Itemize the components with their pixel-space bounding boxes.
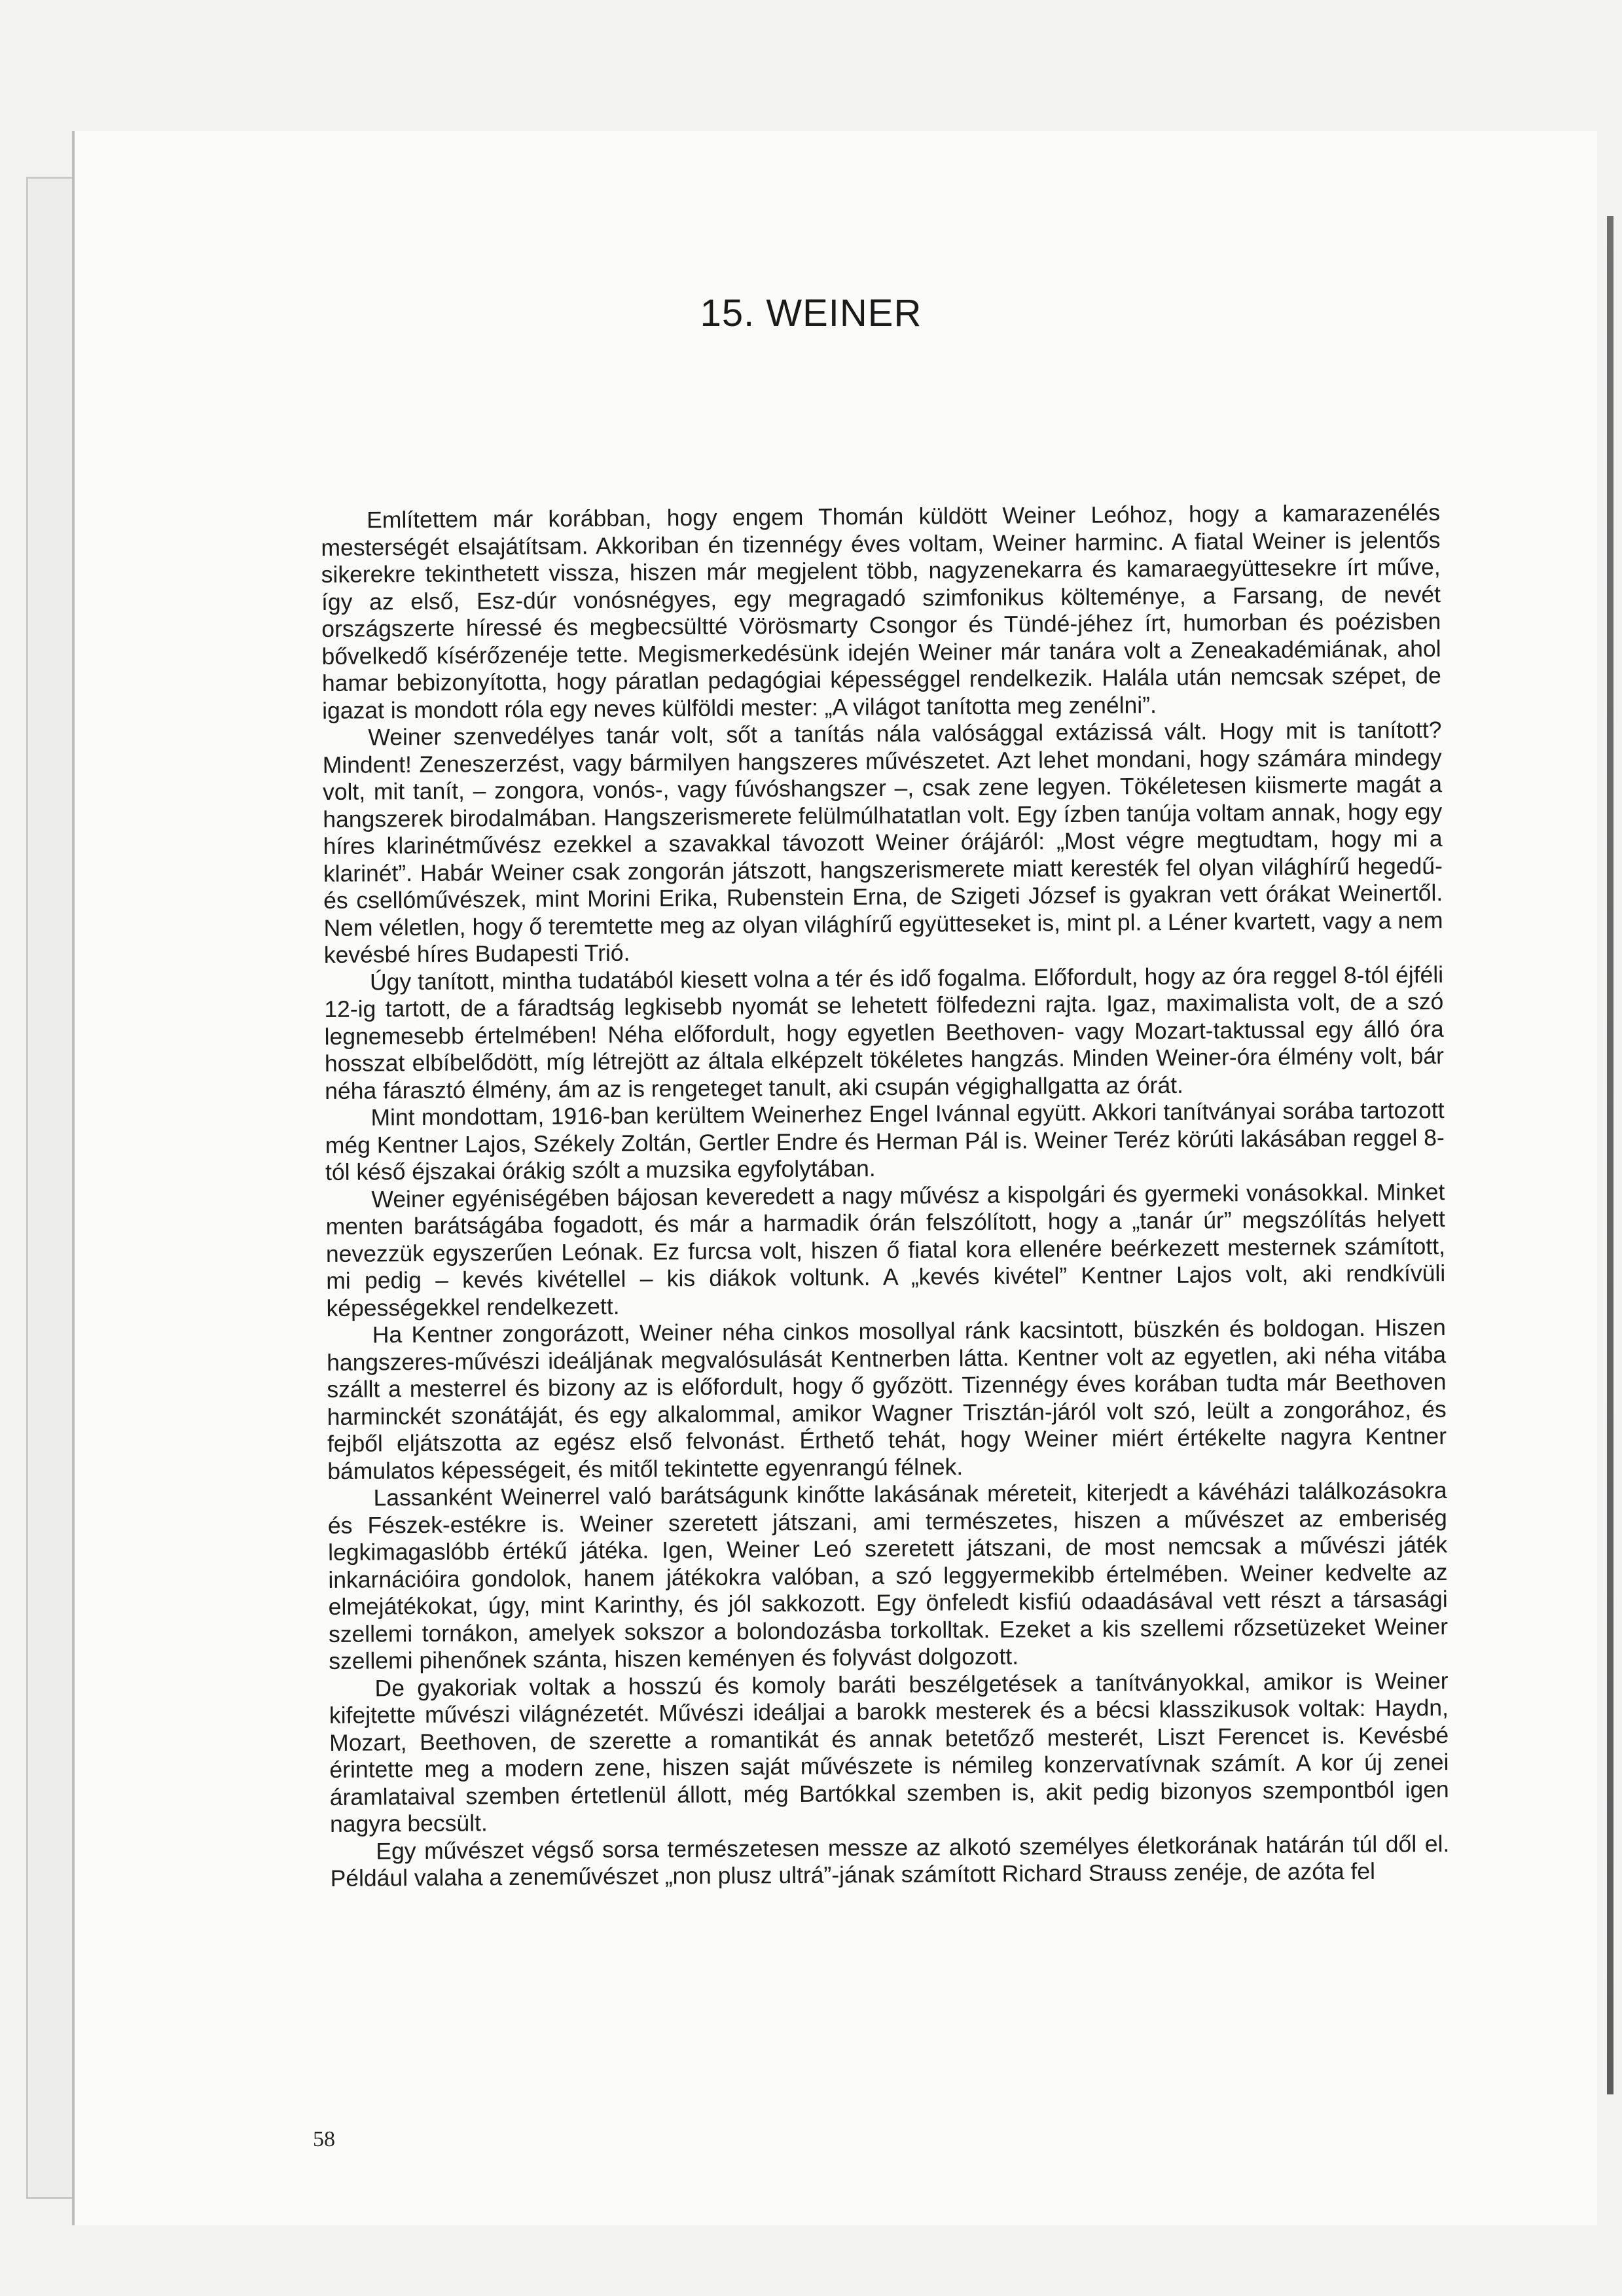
paragraph: Mint mondottam, 1916-ban kerültem Weinerhez Engel Ivánnal együtt. Akkori tanítványai sorába tartozott még Kentner Lajos, Székely Zoltán, Gertler Endre és Herman Pál is. Weiner Teréz körúti lakásában reggel 8-tól késő éjszakai órákig szólt a muzsika egyfolytában. <box>325 1097 1445 1185</box>
paragraph: Lassanként Weinerrel való barátságunk kinőtte lakásának méreteit, kiterjedt a kávéházi találkozásokra és Fészek-estékre is. Weiner szeretett játszani, ami természetes, hiszen a művészet az emberiség legkimagaslóbb értékű játéka. Igen, Weiner Leó szeretett játszani, de most nemcsak a művészi játék inkarnációira gondolok, hanem játékokra valóban, a szó leggyermekibb értelmében. Weiner kedvelte az elmejátékokat, úgy, mint Karinthy, és jól sakkozott. Egy önfeledt kisfiú odaadásával vett részt a társasági szellemi tornákon, amelyek sokszor a bolondozásba torkolltak. Ezeket a kis szellemi rőzsetüzeket Weiner szellemi pihenőnek szánta, hiszen keményen és folyvást dolgozott. <box>327 1477 1449 1674</box>
paragraph: De gyakoriak voltak a hosszú és komoly baráti beszélgetések a tanítványokkal, amikor is Weiner kifejtette művészi világnézetét. Művészi ideáljai a barokk mesterek és a bécsi klasszikusok voltak: Haydn, Mozart, Beethoven, de szerette a romantikát és annak betetőző mesterét, Liszt Ferencet is. Kevésbé érintette meg a modern zene, hiszen saját művészete is némileg konzervatívnak számít. A kor új zenei áramlataival szemben értetlenül állott, még Bartókkal szemben is, akit pedig bizonyos szempontból igen nagyra becsült. <box>329 1667 1449 1837</box>
paragraph: Egy művészet végső sorsa természetesen messze az alkotó személyes életkorának határán túl dől el. Például valaha a zeneművészet „non plusz ultrá”-jának számított Richard Strauss zenéje, de azóta fel <box>330 1830 1450 1892</box>
page-number: 58 <box>313 2127 335 2151</box>
paragraph: Említettem már korábban, hogy engem Thomán küldött Weiner Leóhoz, hogy a kamarazenélés mesterségét elsajátítsam. Akkoriban én tizennégy éves voltam, Weiner harminc. A fiatal Weiner is jelentős sikerekre tekinthetett vissza, hiszen már megjelent több, nagyzenekarra és kamaraegyüttesekre írt műve, így az első, Esz-dúr vonósnégyes, egy megragadó szimfonikus költeménye, a Farsang, de nevét országszerte híressé és megbecsültté Vörösmarty Csongor és Tündé-jéhez írt, humorban és poézisben bővelkedő kísérőzenéje tette. Megismerkedésünk idején Weiner már tanára volt a Zeneakadémiának, ahol hamar bebizonyította, hogy páratlan pedagógiai képességgel rendelkezik. Halála után nemcsak szépet, de igazat is mondott róla egy neves külföldi mester: „A világot tanította meg zenélni”. <box>321 499 1441 724</box>
page-edge-shadow <box>1607 216 1613 2094</box>
paragraph: Ha Kentner zongorázott, Weiner néha cinkos mosollyal ránk kacsintott, büszkén és boldogan. Hiszen hangszeres-művészi ideáljának megvalósulását Kentnerben látta. Kentner volt az egyetlen, aki néha vitába szállt a mesterrel és bizony az is előfordult, hogy ő győzött. Tizennégy éves korában tudta már Beethoven harminckét szonátáját, és egy alkalommal, amikor Wagner Trisztán-járól volt szó, leült a zongorához, és fejből eljátszotta az egész első felvonást. Érthető tehát, hogy Weiner miért értékelte nagyra Kentner bámulatos képességeit, és mitől tekintette egyenrangú félnek. <box>326 1314 1447 1484</box>
paragraph: Úgy tanított, mintha tudatából kiesett volna a tér és idő fogalma. Előfordult, hogy az óra reggel 8-tól éjféli 12-ig tartott, de a fáradtság legkisebb nyomát se lehetett fölfedezni rajta. Igaz, maximalista volt, de a szó legnemesebb értelmében! Néha előfordult, hogy egyetlen Beethoven- vagy Mozart-taktussal egy álló óra hosszat elbíbelődött, míg létrejött az általa elképzelt tökéletes hangzás. Minden Weiner-óra élmény volt, bár néha fárasztó élmény, ám az is rengeteget tanult, aki csupán végighallgatta az órát. <box>324 961 1445 1104</box>
paragraph: Weiner egyéniségében bájosan keveredett a nagy művész a kispolgári és gyermeki vonásokkal. Minket menten barátságába fogadott, és már a harmadik órán felszólított, hogy a „tanár úr” megszólítás helyett nevezzük egyszerűen Leónak. Ez furcsa volt, hiszen ő fiatal kora ellenére beérkezett mesternek számított, mi pedig – kevés kivétellel – kis diákok voltunk. A „kevés kivétel” Kentner Lajos volt, aki rendkívüli képességekkel rendelkezett. <box>325 1178 1446 1321</box>
chapter-title: 15. WEINER <box>700 292 922 334</box>
paragraph: Weiner szenvedélyes tanár volt, sőt a tanítás nála valósággal extázissá vált. Hogy mit is tanított? Mindent! Zeneszerzést, vagy bármilyen hangszeres művészetet. Azt lehet mondani, hogy számára mindegy volt, mit tanít, – zongora, vonós-, vagy fúvóshangszer –, csak zene legyen. Tökéletesen kiismerte magát a hangszerek birodalmában. Hangszerismerete felülmúlhatatlan volt. Egy ízben tanúja voltam annak, hogy egy híres klarinétművész ezekkel a szavakkal távozott Weiner órájáról: „Most végre megtudtam, hogy mi a klarinét”. Habár Weiner csak zongorán játszott, hangszerismerete miatt keresték fel olyan világhírű hegedű- és csellóművészek, mint Morini Erika, Rubenstein Erna, de Szigeti József is gyakran vett órákat Weinertől. Nem véletlen, hogy ő teremtette meg az olyan világhírű együtteseket is, mint pl. a Léner kvartett, vagy a nem kevésbé híres Budapesti Trió. <box>322 717 1443 968</box>
body-text <box>321 499 1450 1892</box>
